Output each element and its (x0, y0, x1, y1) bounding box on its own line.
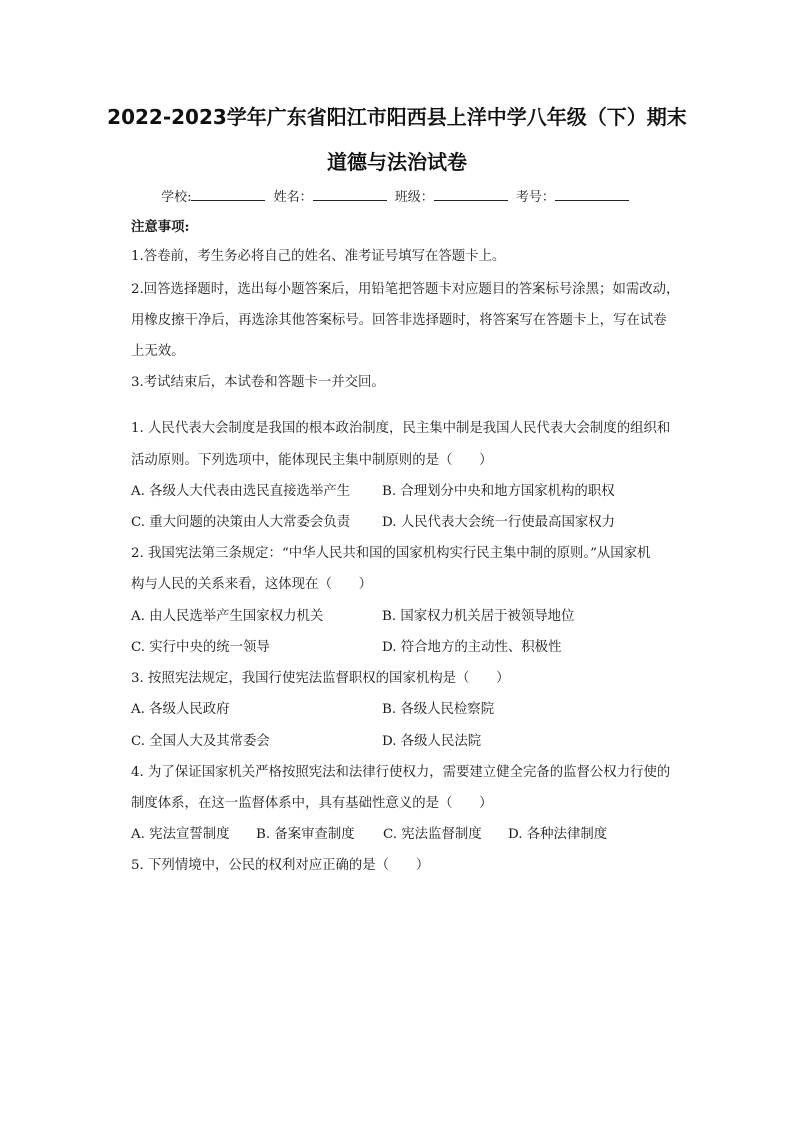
exam-number-blank (555, 188, 629, 201)
class-blank (434, 188, 508, 201)
notes-heading: 注意事项: (131, 219, 190, 235)
note-item: 1.答卷前，考生务必将自己的姓名、准考证号填写在答题卡上。 (131, 249, 506, 264)
question-5-text: 5. 下列情境中，公民的权利对应正确的是（ ） (131, 858, 430, 873)
question-4-option-b: B. 备案审查制度 (256, 827, 355, 842)
question-4-text: 制度体系，在这一监督体系中，具有基础性意义的是（ ） (131, 796, 493, 811)
question-4-option-c: C. 宪法监督制度 (383, 827, 482, 842)
school-label: 学校: (161, 190, 192, 205)
question-1-text: 活动原则。下列选项中，能体现民主集中制原则的是（ ） (131, 453, 493, 468)
question-4-option-a: A. 宪法宣誓制度 (131, 827, 230, 842)
question-1-option-b: B. 合理划分中央和地方国家机构的职权 (382, 484, 615, 499)
question-3-option-d: D. 各级人民法院 (382, 734, 482, 749)
question-3-text: 3. 按照宪法规定，我国行使宪法监督职权的国家机构是（ ） (131, 671, 510, 686)
name-label: 姓名： (273, 190, 313, 205)
question-2-text: 构与人民的关系来看，这体现在（ ） (131, 577, 373, 592)
question-1-text: 1. 人民代表大会制度是我国的根本政治制度，民主集中制是我国人民代表大会制度的组织和 (131, 421, 671, 436)
question-3-option-a: A. 各级人民政府 (131, 702, 230, 717)
question-2-option-b: B. 国家权力机关居于被领导地位 (382, 609, 575, 624)
name-blank (313, 188, 387, 201)
question-3-option-b: B. 各级人民检察院 (382, 702, 495, 717)
question-1-option-d: D. 人民代表大会统一行使最高国家权力 (382, 515, 616, 530)
question-3-option-c: C. 全国人大及其常委会 (131, 734, 270, 749)
question-2-option-d: D. 符合地方的主动性、积极性 (382, 640, 562, 655)
question-1-option-a: A. 各级人大代表由选民直接选举产生 (131, 484, 351, 499)
exam-number-label: 考号： (515, 190, 555, 205)
note-item: 2.回答选择题时，选出每小题答案后，用铅笔把答题卡对应题目的答案标号涂黑；如需改动， (131, 282, 680, 297)
school-blank (191, 188, 265, 201)
question-4-option-d: D. 各种法律制度 (508, 827, 608, 842)
note-item: 用橡皮擦干净后，再选涂其他答案标号。回答非选择题时，将答案写在答题卡上，写在试卷 (131, 313, 667, 328)
question-2-text: 2. 我国宪法第三条规定：“中华人民共和国的国家机构实行民主集中制的原则。”从国家机 (131, 546, 651, 561)
exam-title-line-1: 2022-2023学年广东省阳江市阳西县上洋中学八年级（下）期末 (107, 105, 687, 129)
class-label: 班级： (394, 190, 434, 205)
note-item: 3.考试结束后，本试卷和答题卡一并交回。 (131, 375, 385, 390)
student-info-row (0, 186, 794, 205)
question-4-text: 4. 为了保证国家机关严格按照宪法和法律行使权力，需要建立健全完备的监督公权力行使的 (131, 765, 671, 780)
note-item: 上无效。 (131, 344, 185, 359)
question-2-option-a: A. 由人民选举产生国家权力机关 (131, 609, 324, 624)
question-1-option-c: C. 重大问题的决策由人大常委会负责 (131, 515, 351, 530)
question-2-option-c: C. 实行中央的统一领导 (131, 640, 270, 655)
exam-title-line-2: 道德与法治试卷 (327, 150, 467, 174)
